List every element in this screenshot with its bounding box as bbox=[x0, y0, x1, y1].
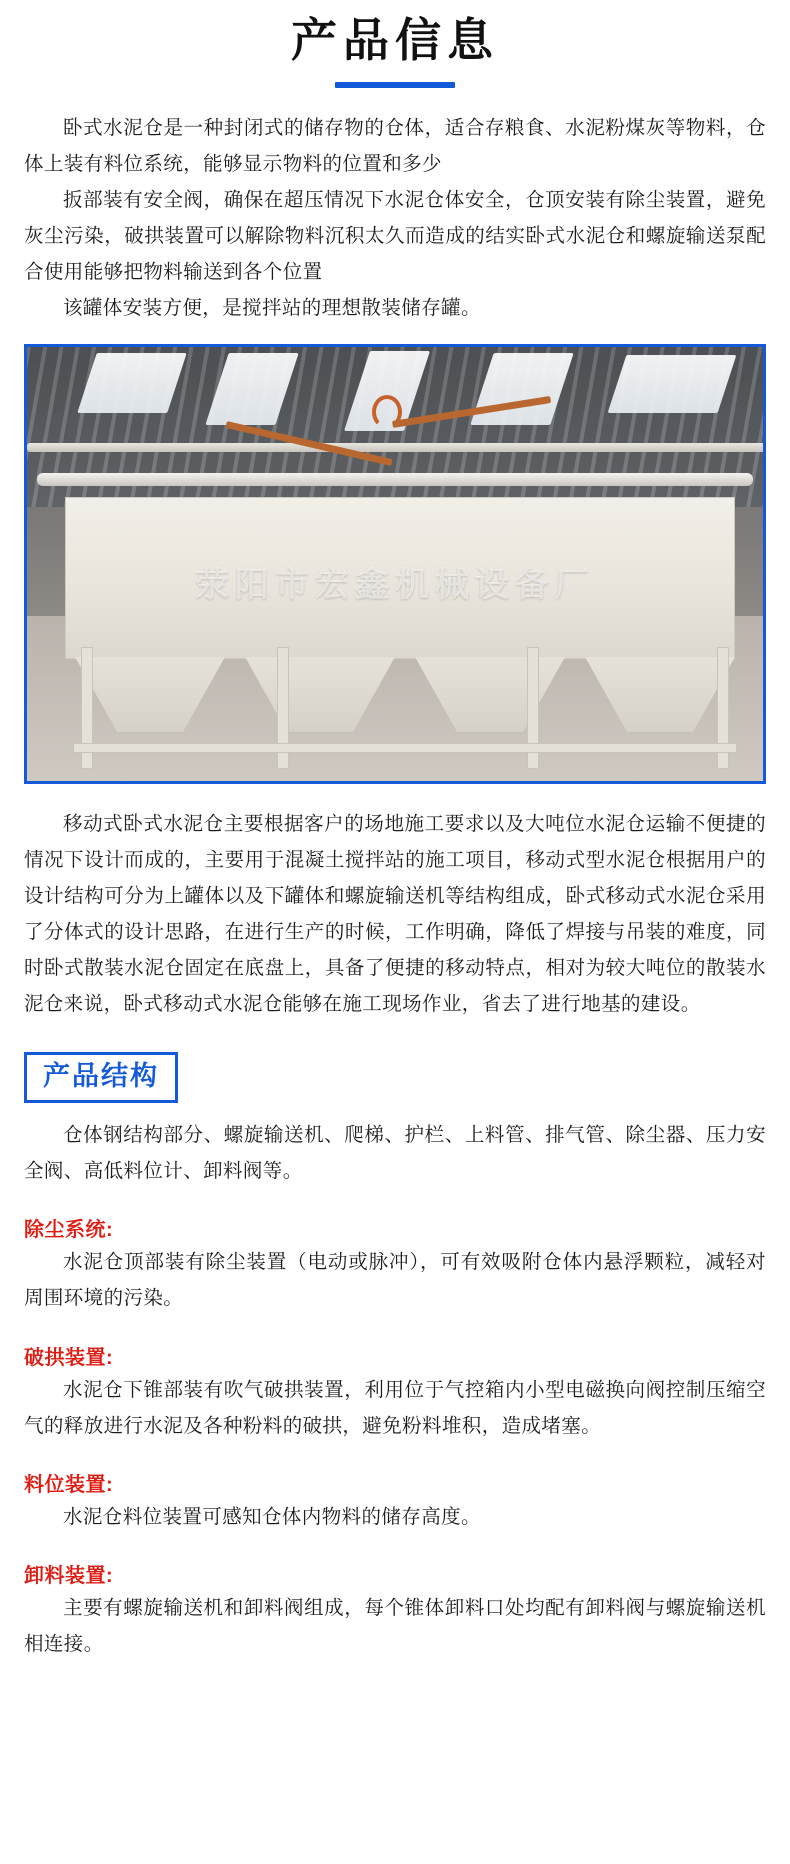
subsection-heading-dust: 除尘系统: bbox=[24, 1219, 114, 1242]
subsection-body-arch-breaking: 水泥仓下锥部装有吹气破拱装置，利用位于气控箱内小型电磁换向阀控制压缩空气的释放进行水泥及各种粉料的破拱，避免粉料堆积，造成堵塞。 bbox=[24, 1378, 766, 1437]
silo-body bbox=[65, 497, 735, 659]
structure-section-heading: 产品结构 bbox=[24, 1052, 178, 1103]
roof-skylight bbox=[608, 355, 737, 413]
silo-cone bbox=[415, 657, 565, 732]
structure-subsection-dust bbox=[24, 1213, 766, 1316]
product-photo-image bbox=[27, 347, 763, 781]
structure-subsection-arch-breaking bbox=[24, 1341, 766, 1444]
intro-paragraph-3: 该罐体安装方便，是搅拌站的理想散装储存罐。 bbox=[63, 296, 481, 319]
subsection-body-level-gauge: 水泥仓料位装置可感知仓体内物料的储存高度。 bbox=[63, 1505, 481, 1528]
structure-summary: 仓体钢结构部分、螺旋输送机、爬梯、护栏、上料管、排气管、除尘器、压力安全阀、高低料位计、卸料阀等。 bbox=[24, 1124, 766, 1183]
page-title-block bbox=[24, 0, 766, 88]
intro-paragraph-1: 卧式水泥仓是一种封闭式的储存物的仓体，适合存粮食、水泥粉煤灰等物料，仓体上装有料位系统，能够显示物料的位置和多少 bbox=[24, 116, 766, 175]
intro-paragraph-2: 扳部装有安全阀，确保在超压情况下水泥仓体安全，仓顶安装有除尘装置，避免灰尘污染，破拱装置可以解除物料沉积太久而造成的结实卧式水泥仓和螺旋输送泵配合使用能够把物料输送到各个位置 bbox=[24, 188, 766, 283]
silo-cone bbox=[245, 657, 395, 732]
title-underline bbox=[335, 82, 455, 88]
page-title: 产品信息 bbox=[291, 14, 499, 66]
description-paragraph: 移动式卧式水泥仓主要根据客户的场地施工要求以及大吨位水泥仓运输不便捷的情况下设计而成的，主要用于混凝土搅拌站的施工项目，移动式型水泥仓根据用户的设计结构可分为上罐体以及下罐体和螺旋输送机等结构组成，卧式移动式水泥仓采用了分体式的设计思路，在进行生产的时候，工作明确，降低了焊接与吊装的难度，同时卧式散装水泥仓固定在底盘上，具备了便捷的移动特点，相对为较大吨位的散装水泥仓来说，卧式移动式水泥仓能够在施工现场作业，省去了进行地基的建设。 bbox=[24, 812, 766, 1016]
photo-watermark: 荥阳市宏鑫机械设备厂 bbox=[195, 565, 595, 604]
structure-subsection-discharge bbox=[24, 1559, 766, 1662]
subsection-body-dust: 水泥仓顶部装有除尘装置（电动或脉冲），可有效吸附仓体内悬浮颗粒，减轻对周围环境的污染。 bbox=[24, 1251, 766, 1310]
silo-cone-row bbox=[65, 657, 735, 732]
product-photo bbox=[24, 344, 766, 784]
intro-paragraphs bbox=[24, 110, 766, 326]
description-block bbox=[24, 806, 766, 1022]
subsection-heading-level-gauge: 料位装置: bbox=[24, 1473, 114, 1496]
structure-subsection-level-gauge bbox=[24, 1468, 766, 1535]
subsection-heading-discharge: 卸料装置: bbox=[24, 1564, 114, 1587]
subsection-body-discharge: 主要有螺旋输送机和卸料阀组成，每个锥体卸料口处均配有卸料阀与螺旋输送机相连接。 bbox=[24, 1596, 766, 1655]
overhead-pipe bbox=[37, 473, 753, 486]
silo-cone bbox=[75, 657, 225, 732]
roof-beam bbox=[27, 443, 766, 452]
silo-cone bbox=[585, 657, 735, 732]
base-frame bbox=[73, 743, 737, 753]
subsection-heading-arch-breaking: 破拱装置: bbox=[24, 1346, 114, 1369]
